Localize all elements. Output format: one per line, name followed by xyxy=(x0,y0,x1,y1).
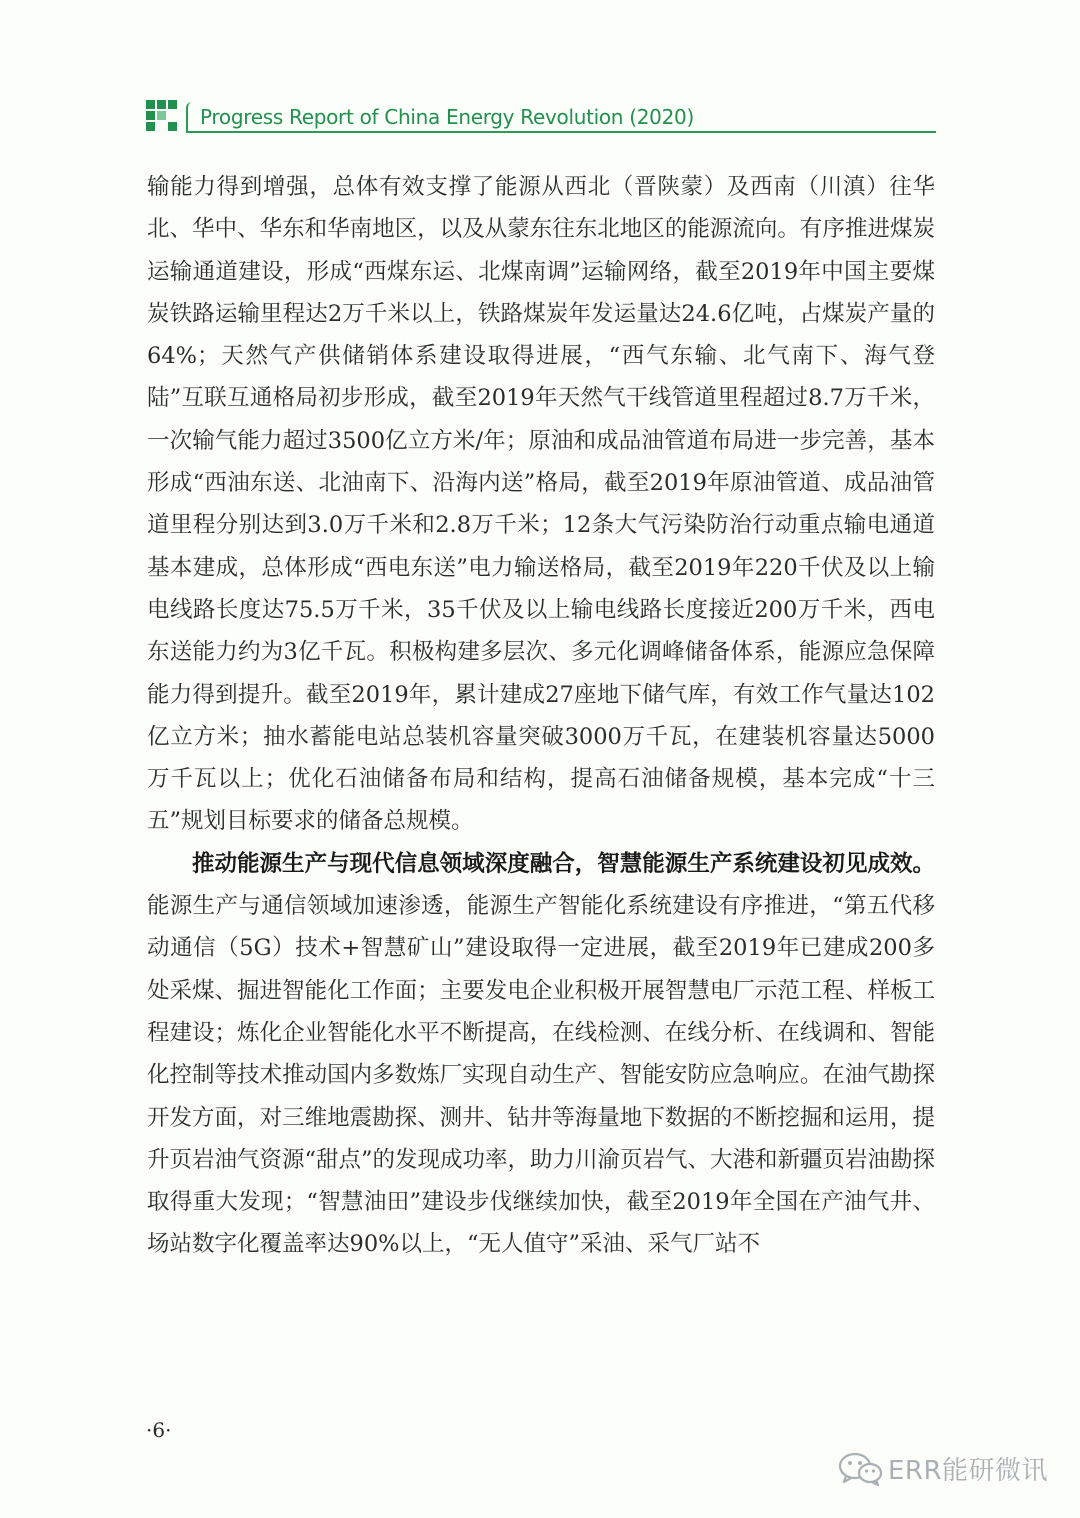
header-title: Progress Report of China Energy Revolution (2020) xyxy=(200,105,694,129)
paragraph-2-text: 能源生产与通信领域加速渗透，能源生产智能化系统建设有序推进，“第五代移动通信（5G）技术+智慧矿山”建设取得一定进展，截至2019年已建成200多处采煤、掘进智能化工作面；主要发电企业积极开展智慧电厂示范工程、样板工程建设；炼化企业智能化水平不断提高，在线检测、在线分析、在线调和、智能化控制等技术推动国内多数炼厂实现自动生产、智能安防应急响应。在油气勘探开发方面，对三维地震勘探、测井、钻井等海量地下数据的不断挖掘和运用，提升页岩油气资源“甜点”的发现成功率，助力川渝页岩气、大港和新疆页岩油勘探取得重大发现；“智慧油田”建设步伐继续加快，截至2019年全国在产油气井、场站数字化覆盖率达90%以上，“无人值守”采油、采气厂站不 xyxy=(147,893,936,1258)
body-text xyxy=(147,166,935,1266)
watermark-text: ERR能研微讯 xyxy=(888,1456,1049,1486)
paragraph-2-lead: 推动能源生产与现代信息领域深度融合，智慧能源生产系统建设初见成效。 xyxy=(192,850,935,877)
paragraph-1 xyxy=(147,166,935,843)
header-title-frame xyxy=(186,102,694,132)
page-number: ·6· xyxy=(146,1418,172,1442)
watermark xyxy=(838,1450,1048,1487)
running-header xyxy=(146,100,936,134)
logo-icon xyxy=(146,100,178,132)
wechat-icon xyxy=(838,1451,884,1487)
paragraph-1-text: 输能力得到增强，总体有效支撑了能源从西北（晋陕蒙）及西南（川滇）往华北、华中、华东和华南地区，以及从蒙东往东北地区的能源流向。有序推进煤炭运输通道建设，形成“西煤东运、北煤南调”运输网络，截至2019年中国主要煤炭铁路运输里程达2万千米以上，铁路煤炭年发运量达24.6亿吨，占煤炭产量的64%；天然气产供储销体系建设取得进展，“西气东输、北气南下、海气登陆”互联互通格局初步形成，截至2019年天然气干线管道里程超过8.7万千米，一次输气能力超过3500亿立方米/年；原油和成品油管道布局进一步完善，基本形成“西油东送、北油南下、沿海内送”格局，截至2019年原油管道、成品油管道里程分别达到3.0万千米和2.8万千米；12条大气污染防治行动重点输电通道基本建成，总体形成“西电东送”电力输送格局，截至2019年220千伏及以上输电线路长度达75.5万千米，35千伏及以上输电线路长度接近200万千米，西电东送能力约为3亿千瓦。积极构建多层次、多元化调峰储备体系，能源应急保障能力得到提升。截至2019年，累计建成27座地下储气库，有效工作气量达102亿立方米；抽水蓄能电站总装机容量突破3000万千瓦，在建装机容量达5000万千瓦以上；优化石油储备布局和结构，提高石油储备规模，基本完成“十三五”规划目标要求的储备总规模。 xyxy=(147,174,935,835)
header-rule xyxy=(186,131,936,133)
paragraph-2 xyxy=(147,843,935,1266)
